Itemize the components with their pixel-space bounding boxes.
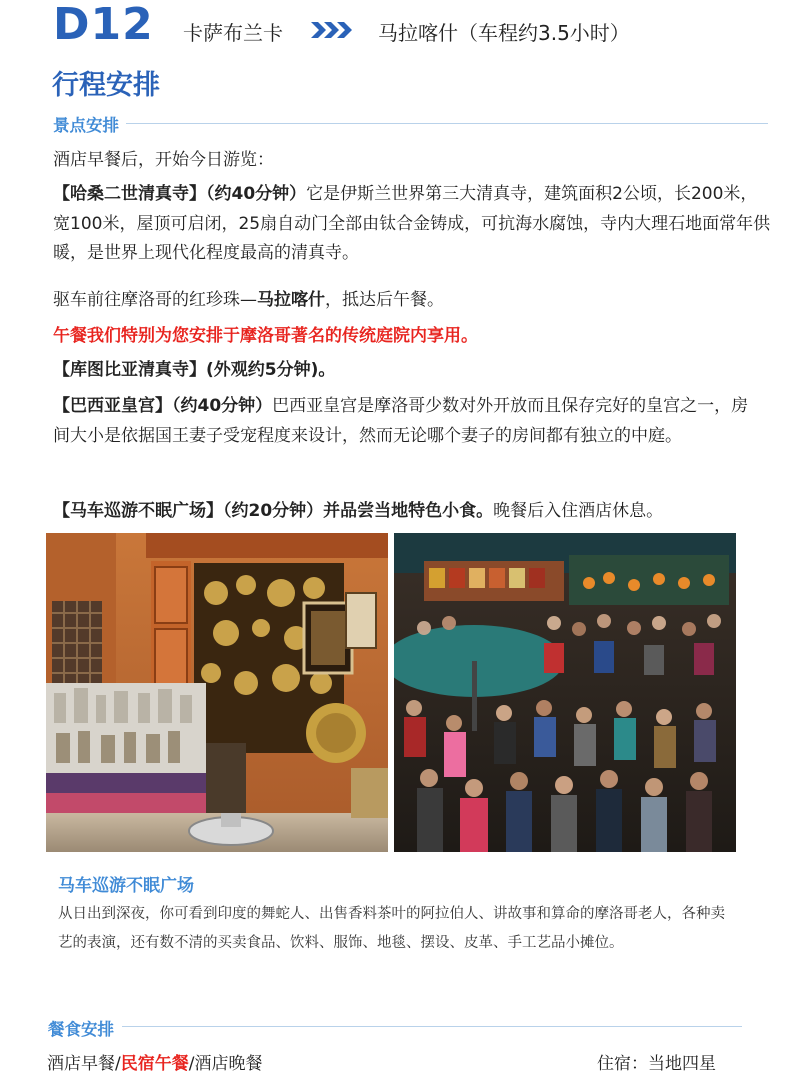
lunch-note: 午餐我们特别为您安排于摩洛哥著名的传统庭院内享用。: [53, 326, 478, 346]
route-origin: 卡萨布兰卡: [183, 21, 283, 45]
day-number: D12: [53, 0, 154, 50]
souk-shop-photo: [46, 533, 388, 852]
caption-title: 马车巡游不眠广场: [58, 876, 194, 896]
hassan-name: 【哈桑二世清真寺】（约40分钟）: [53, 184, 307, 204]
drive-pre: 驱车前往摩洛哥的红珍珠—: [53, 290, 257, 310]
square-name: 【马车巡游不眠广场】（约20分钟）并品尝当地特色小食。: [53, 501, 494, 521]
route-destination: 马拉喀什（车程约3.5小时）: [378, 21, 630, 45]
bahia-name: 【巴西亚皇宫】（约40分钟）: [53, 396, 273, 416]
bahia-paragraph: [53, 392, 753, 451]
intro-text: 酒店早餐后，开始今日游览：: [53, 150, 274, 170]
meal-lunch: 民宿午餐: [120, 1054, 189, 1074]
drive-city: 马拉喀什: [257, 290, 325, 310]
caption-body: 从日出到深夜，你可看到印度的舞蛇人、出售香料茶叶的阿拉伯人、讲故事和算命的摩洛哥老人，各种卖艺的表演，还有数不清的买卖食品、饮料、服饰、地毯、摆设、皮革、手工艺品小摊位。: [58, 906, 725, 951]
sights-divider: [126, 123, 768, 124]
sights-heading: 景点安排: [53, 116, 119, 135]
accommodation: 住宿：当地四星: [597, 1054, 716, 1074]
meals-divider: [122, 1026, 742, 1027]
hassan-desc: 它是伊斯兰世界第三大清真寺，建筑面积2公顷，长200米，宽100米，屋顶可启闭，25扇自动门全部由钛合金铸成，可抗海水腐蚀，寺内大理石地面常年供暖，是世界上现代化程度最高的清真寺。: [53, 184, 771, 264]
meals-heading: 餐食安排: [48, 1020, 114, 1039]
square-post: 晚餐后入住酒店休息。: [493, 501, 664, 521]
section-title: 行程安排: [52, 70, 160, 101]
meal-breakfast: 酒店早餐/: [47, 1054, 121, 1074]
square-paragraph: [53, 497, 773, 527]
drive-paragraph: [53, 286, 773, 316]
meal-dinner: /酒店晚餐: [188, 1054, 263, 1074]
meals-line: [47, 1049, 262, 1074]
double-chevron-right-icon: [311, 19, 355, 41]
koutoubia-line: 【库图比亚清真寺】(外观约5分钟)。: [53, 360, 336, 380]
hassan-paragraph: [53, 180, 773, 269]
night-square-photo: [394, 533, 736, 852]
drive-post: ，抵达后午餐。: [325, 290, 444, 310]
bahia-desc: 巴西亚皇宫是摩洛哥少数对外开放而且保存完好的皇宫之一，房间大小是依据国王妻子受宠程度来设计，然而无论哪个妻子的房间都有独立的中庭。: [53, 396, 749, 446]
